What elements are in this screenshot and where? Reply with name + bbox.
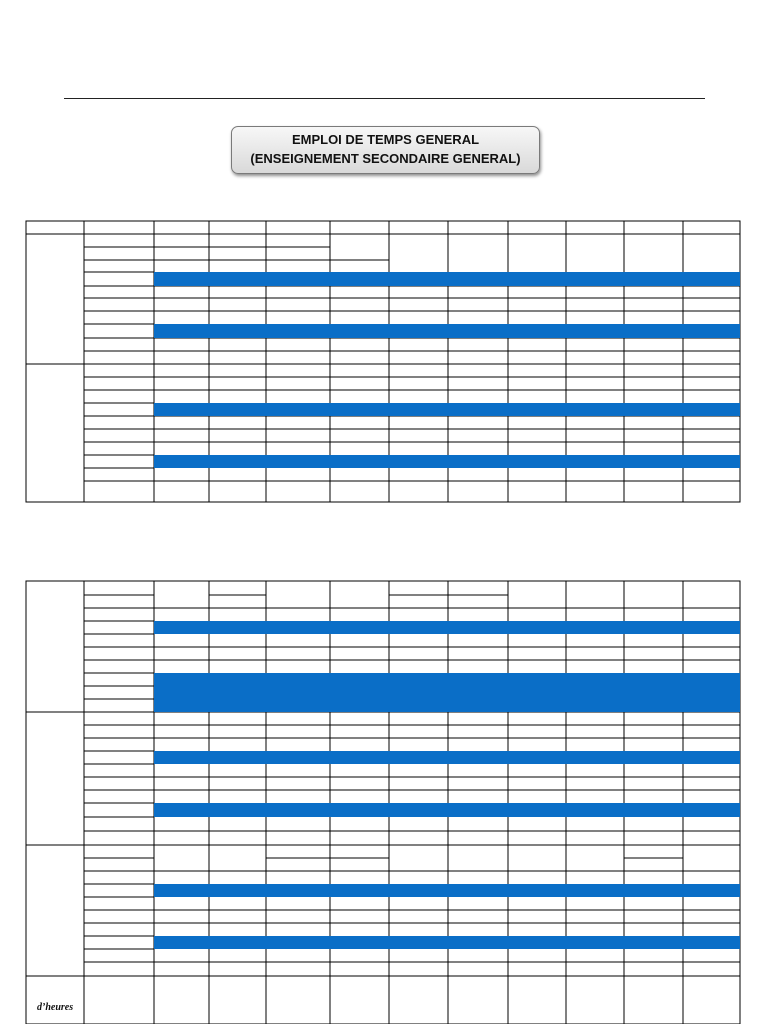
break-band: [154, 751, 740, 764]
break-band: [154, 803, 740, 817]
break-band: [154, 272, 740, 286]
break-band: [154, 403, 740, 416]
break-band: [154, 621, 740, 634]
timetable-top: [26, 221, 740, 502]
break-band: [154, 936, 740, 949]
timetable-bottom: [26, 581, 740, 1024]
page-subtitle: (ENSEIGNEMENT SECONDAIRE GENERAL): [250, 151, 521, 166]
break-band: [154, 455, 740, 468]
page-title: EMPLOI DE TEMPS GENERAL: [291, 132, 480, 147]
break-band: [154, 673, 740, 712]
break-band: [154, 324, 740, 338]
break-band: [154, 884, 740, 897]
footer-note: d’heures: [37, 1002, 74, 1013]
